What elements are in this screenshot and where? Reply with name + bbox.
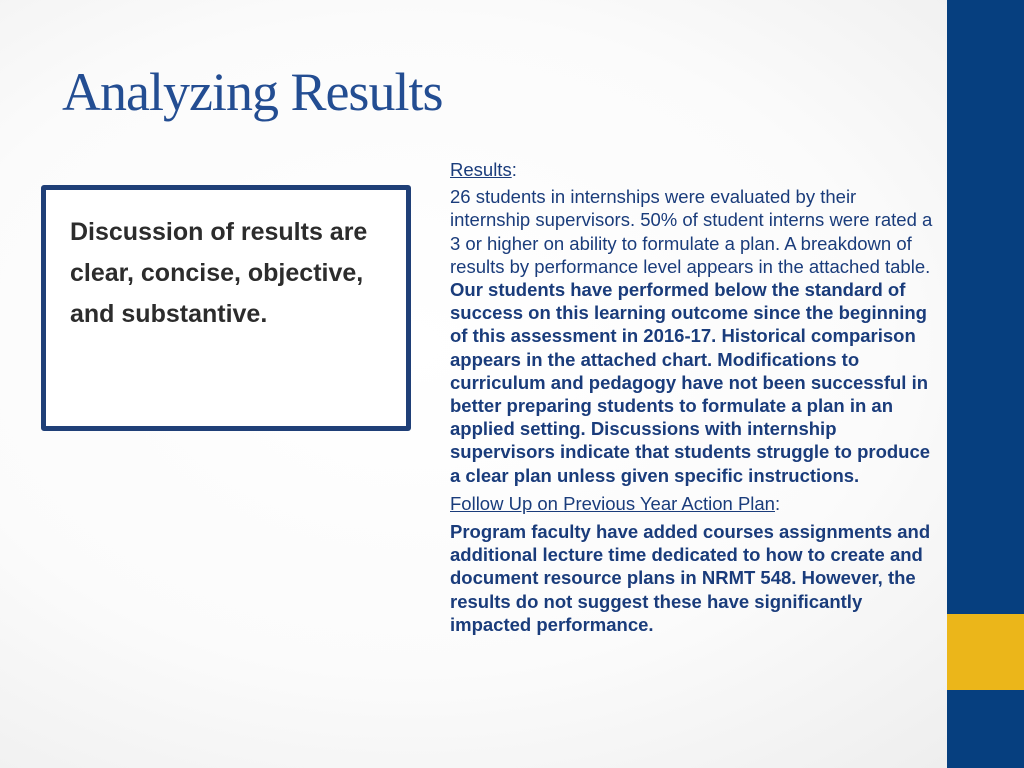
results-heading-line [450, 158, 936, 181]
follow-up-heading-colon: : [774, 492, 781, 514]
follow-up-text: Program faculty have added courses assignments and additional lecture time dedicated to how to create and document resource plans in NRMT 548. However, the results do not suggest these have significantly impacted performance. [450, 521, 931, 635]
follow-up-heading: Follow Up on Previous Year Action Plan [450, 492, 775, 514]
results-column [450, 158, 936, 636]
results-summary: 26 students in internships were evaluated by their internship supervisors. 50% of student interns were rated a 3 or higher on ability to formulate a plan. A breakdown of results by performance level appears in the attached table. [450, 186, 933, 277]
side-accent-gold-block [947, 614, 1024, 690]
results-heading-colon: : [511, 159, 517, 180]
criteria-text: Discussion of results are clear, concise, objective, and substantive. [70, 218, 368, 328]
criteria-box [41, 185, 411, 431]
results-analysis: Our students have performed below the standard of success on this learning outcome since the beginning of this assessment in 2016-17. Historical comparison appears in the attached chart. Modifications to curriculum and pedagogy have not been successful in better preparing students to formulate a plan in an applied setting. Discussions with internship supervisors indicate that students struggle to produce a clear plan unless given specific instructions. [450, 279, 931, 486]
follow-up-heading-line [450, 492, 936, 515]
results-heading: Results [450, 159, 512, 180]
slide-title: Analyzing Results [62, 62, 443, 122]
